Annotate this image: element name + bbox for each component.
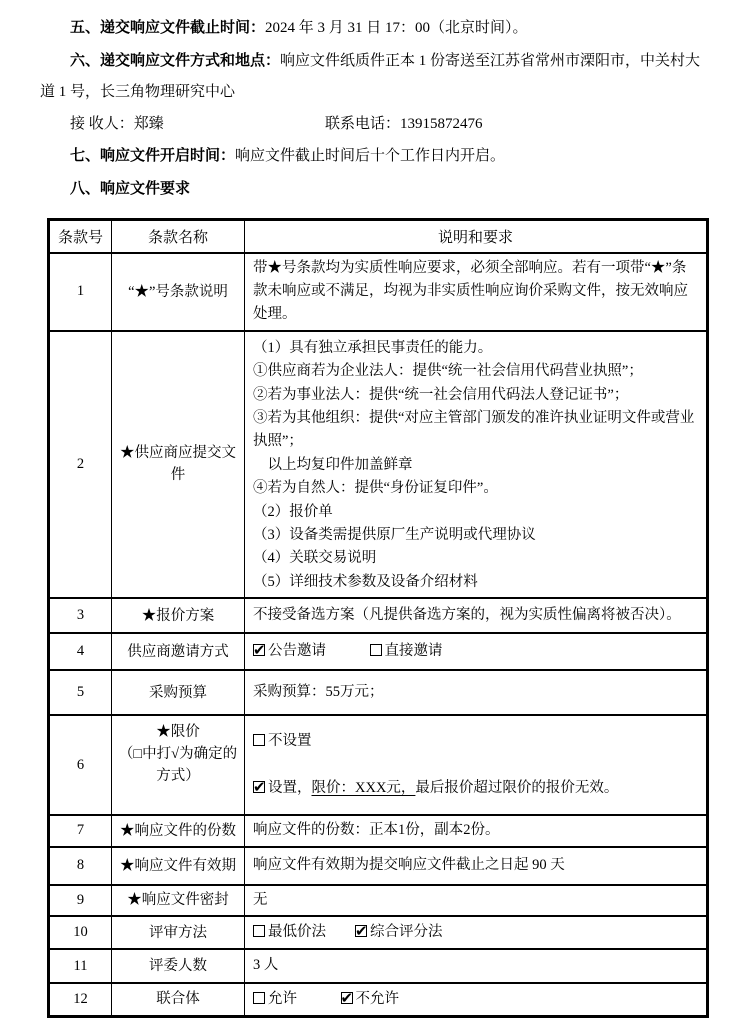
content-line (253, 547, 700, 570)
clause-name-cell (112, 983, 245, 1016)
text-segment: （2）报价单 (253, 503, 333, 520)
content-line (253, 988, 700, 1011)
header-clause-number: 条款号 (49, 220, 112, 253)
clause-name-cell (112, 815, 245, 846)
clause-content-cell (245, 916, 708, 949)
content-line (253, 777, 700, 800)
table-row (49, 633, 708, 670)
clause-content-cell (245, 633, 708, 670)
content-line (253, 501, 700, 524)
text-segment: 不允许 (355, 990, 399, 1007)
table-row (49, 885, 708, 916)
content-line (253, 477, 700, 500)
requirements-heading-label: 八、响应文件要求 (70, 179, 191, 197)
clause-number-cell: 9 (49, 885, 112, 916)
clause-number-cell: 8 (49, 847, 112, 885)
paragraph-contact (40, 109, 710, 141)
text-segment: 采购预算：55万元； (253, 683, 384, 700)
header-clause-description: 说明和要求 (245, 220, 708, 253)
content-line (253, 337, 700, 360)
checkbox-checked-icon (253, 644, 265, 656)
content-line (253, 921, 700, 944)
content-line (253, 819, 700, 842)
clause-number-cell: 6 (49, 715, 112, 815)
text-segment: （3）设备类需提供原厂生产说明或代理协议 (253, 526, 536, 543)
clause-name-line: 供应商邀请方式 (127, 643, 229, 660)
clause-name-line: ★响应文件的份数 (120, 822, 236, 839)
clause-name-line: 评委人数 (149, 958, 207, 974)
content-line (253, 454, 700, 477)
clause-number-cell: 1 (49, 253, 112, 331)
text-segment: 响应文件的份数：正本1份，副本2份。 (253, 822, 500, 839)
clause-name-line: ★供应商应提交文件 (120, 445, 236, 484)
content-line (253, 524, 700, 547)
intro-section (40, 12, 710, 205)
checkbox-checked-icon (355, 925, 367, 937)
table-header-row (49, 220, 708, 253)
text-segment: （1）具有独立承担民事责任的能力。 (253, 339, 493, 356)
clause-number-cell: 7 (49, 815, 112, 846)
clause-name-line: ★响应文件密封 (127, 892, 229, 909)
text-segment: 带★号条款均为实质性响应要求，必须全部响应。若有一项带“★”条款未响应或不满足，均视为非实质性响应询价采购文件，按无效响应处理。 (253, 259, 688, 323)
clause-name-line: “★”号条款说明 (128, 283, 228, 300)
content-line (253, 753, 700, 776)
clause-content-cell (245, 847, 708, 885)
checkbox-unchecked-icon (253, 992, 265, 1004)
checkbox-unchecked-icon (253, 734, 265, 746)
clause-content-cell (245, 331, 708, 598)
clause-number-cell: 5 (49, 670, 112, 715)
text-segment: 3 人 (253, 957, 279, 974)
paragraph-deadline-text: 2024 年 3 月 31 日 17：00（北京时间）。 (265, 20, 528, 36)
content-line (253, 640, 700, 663)
table-row (49, 983, 708, 1016)
clause-name-line: 评审方法 (149, 924, 207, 941)
paragraph-delivery-text: 响应文件纸质件正本 1 份寄送至江苏省常州市溧阳市，中关村大道 1 号，长三角物理研究中心 (40, 52, 701, 100)
clause-name-cell (112, 949, 245, 983)
table-row (49, 916, 708, 949)
text-segment: 响应文件有效期为提交响应文件截止之日起 90 天 (253, 856, 565, 873)
text-segment: 公告邀请 (268, 642, 370, 659)
paragraph-delivery-label: 六、递交响应文件方式和地点： (70, 51, 281, 69)
underlined-text: 限价：XXX元， (311, 779, 416, 796)
content-line (253, 257, 700, 327)
clause-name-cell (112, 253, 245, 331)
clause-content-cell (245, 670, 708, 715)
clause-number-cell: 11 (49, 949, 112, 983)
paragraph-requirements-heading (40, 173, 710, 206)
text-segment: 设置， (268, 779, 312, 796)
text-segment: （5）详细技术参数及设备介绍材料 (253, 573, 478, 590)
clause-name-cell (112, 633, 245, 670)
paragraph-delivery (40, 45, 710, 109)
text-segment: ③若为其他组织：提供“对应主管部门颁发的准许执业证明文件或营业执照”； (253, 409, 695, 450)
content-line (253, 571, 700, 594)
text-segment: ④若为自然人：提供“身份证复印件”。 (253, 480, 498, 497)
requirements-table-body (49, 253, 708, 1017)
clause-name-cell (112, 916, 245, 949)
clause-name-line: ★响应文件有效期 (120, 857, 236, 874)
text-segment: 以上均复印件加盖鲜章 (253, 456, 413, 473)
clause-name-line: 采购预算 (149, 684, 207, 701)
clause-name-line: （□中打√为确定的方式） (118, 746, 238, 785)
contact-phone-label: 联系电话： (325, 115, 401, 132)
table-row (49, 598, 708, 633)
clause-number-cell: 12 (49, 983, 112, 1016)
text-segment: 最后报价超过限价的报价无效。 (415, 779, 619, 796)
clause-number-cell: 10 (49, 916, 112, 949)
clause-name-line: 联合体 (156, 991, 200, 1008)
table-row (49, 949, 708, 983)
clause-content-cell (245, 885, 708, 916)
text-segment: 不设置 (268, 733, 312, 750)
clause-name-cell (112, 331, 245, 598)
text-segment: 最低价法 (268, 923, 355, 940)
table-row (49, 815, 708, 846)
text-segment: （4）关联交易说明 (253, 550, 377, 567)
clause-number-cell: 2 (49, 331, 112, 598)
clause-name-cell (112, 715, 245, 815)
contact-phone-value: 13915872476 (400, 115, 483, 132)
paragraph-opening-time-text: 响应文件截止时间后十个工作日内开启。 (235, 148, 506, 164)
content-line (253, 889, 700, 912)
contact-name (70, 109, 325, 141)
text-segment: 允许 (268, 990, 341, 1007)
text-segment: ①供应商若为企业法人：提供“统一社会信用代码营业执照”； (253, 363, 643, 380)
table-row (49, 715, 708, 815)
clause-name-cell (112, 598, 245, 633)
contact-name-label: 接 收人： (70, 115, 134, 132)
checkbox-checked-icon (253, 781, 265, 793)
clause-content-cell (245, 815, 708, 846)
content-line (253, 730, 700, 753)
checkbox-unchecked-icon (253, 925, 265, 937)
text-segment: 无 (253, 891, 268, 908)
text-segment: 综合评分法 (370, 923, 443, 940)
header-clause-name: 条款名称 (112, 220, 245, 253)
content-line (253, 681, 700, 704)
contact-phone (325, 116, 483, 132)
text-segment: ②若为事业法人：提供“统一社会信用代码法人登记证书”； (253, 386, 629, 403)
clause-name-cell (112, 847, 245, 885)
contact-name-value: 郑臻 (133, 115, 164, 132)
content-line (253, 604, 700, 627)
paragraph-deadline-label: 五、递交响应文件截止时间： (70, 19, 266, 36)
requirements-table (47, 218, 709, 1018)
clause-content-cell (245, 253, 708, 331)
table-row (49, 253, 708, 331)
clause-number-cell: 4 (49, 633, 112, 670)
paragraph-opening-time (40, 140, 710, 173)
clause-content-cell (245, 949, 708, 983)
clause-name-line: ★报价方案 (141, 607, 215, 624)
text-segment: 直接邀请 (384, 642, 443, 659)
paragraph-opening-time-label: 七、响应文件开启时间： (70, 147, 236, 164)
content-line (253, 384, 700, 407)
table-row (49, 670, 708, 715)
content-line (253, 407, 700, 454)
content-line (253, 360, 700, 383)
content-line (253, 854, 700, 877)
checkbox-unchecked-icon (370, 644, 382, 656)
table-row (49, 847, 708, 885)
table-row (49, 331, 708, 598)
clause-name-cell (112, 885, 245, 916)
clause-number-cell: 3 (49, 598, 112, 633)
clause-content-cell (245, 983, 708, 1016)
clause-content-cell (245, 598, 708, 633)
content-line (253, 954, 700, 977)
clause-name-cell (112, 670, 245, 715)
paragraph-deadline (40, 12, 710, 45)
clause-name-line: ★限价 (156, 724, 200, 741)
checkbox-checked-icon (341, 992, 353, 1004)
clause-content-cell (245, 715, 708, 815)
text-segment: 不接受备选方案（凡提供备选方案的，视为实质性偏离将被否决）。 (253, 606, 681, 623)
